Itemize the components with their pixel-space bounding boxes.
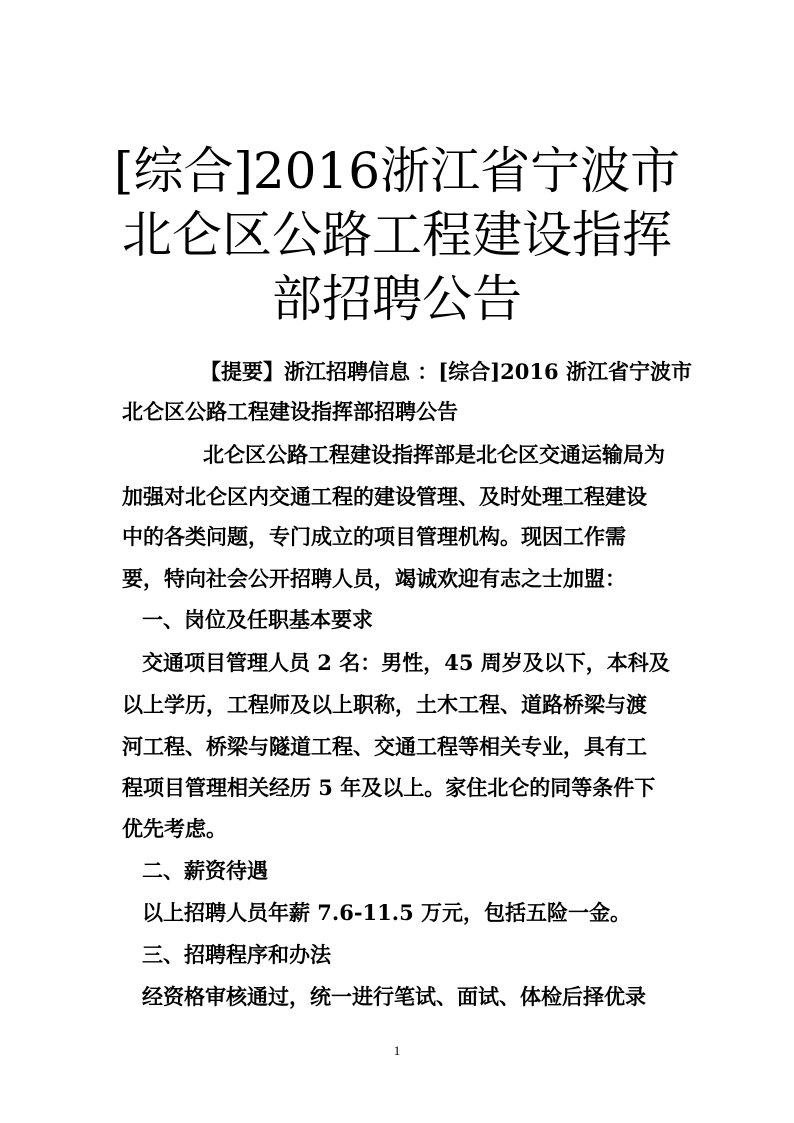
intro-line-1: 北仑区公路工程建设指挥部是北仑区交通运输局为 — [203, 442, 665, 467]
section1-line-4: 程项目管理相关经历 5 年及以上。家住北仑的同等条件下 — [122, 775, 656, 800]
document-title-line-1: [综合]2016浙江省宁波市 — [113, 142, 681, 200]
intro-line-2: 加强对北仑区内交通工程的建设管理、及时处理工程建设 — [122, 484, 647, 509]
section2-line: 以上招聘人员年薪 7.6-11.5 万元，包括五险一金。 — [142, 900, 632, 925]
summary-line-2: 北仑区公路工程建设指挥部招聘公告 — [122, 399, 458, 424]
section1-line-5: 优先考虑。 — [122, 816, 227, 841]
section1-line-3: 河工程、桥梁与隧道工程、交通工程等相关专业，具有工 — [122, 734, 647, 759]
page-number: 1 — [393, 1043, 401, 1058]
section1-heading: 一、岗位及任职基本要求 — [142, 607, 373, 632]
intro-line-4: 要，特向社会公开招聘人员，竭诚欢迎有志之士加盟： — [122, 566, 626, 591]
section3-line: 经资格审核通过，统一进行笔试、面试、体检后择优录 — [142, 984, 646, 1009]
intro-line-3: 中的各类问题，专门成立的项目管理机构。现因工作需 — [122, 524, 626, 549]
section2-heading: 二、薪资待遇 — [142, 858, 268, 883]
summary-line-1: 【提要】浙江招聘信息 ：[综合]2016 浙江省宁波市 — [200, 359, 692, 384]
section1-line-2: 以上学历，工程师及以上职称，土木工程、道路桥梁与渡 — [122, 692, 647, 717]
document-title-line-3: 部招聘公告 — [272, 270, 522, 328]
section1-line-1: 交通项目管理人员 2 名：男性，45 周岁及以下，本科及 — [142, 650, 670, 675]
section3-heading: 三、招聘程序和办法 — [142, 942, 331, 967]
document-title-line-2: 北仑区公路工程建设指挥 — [122, 206, 672, 264]
